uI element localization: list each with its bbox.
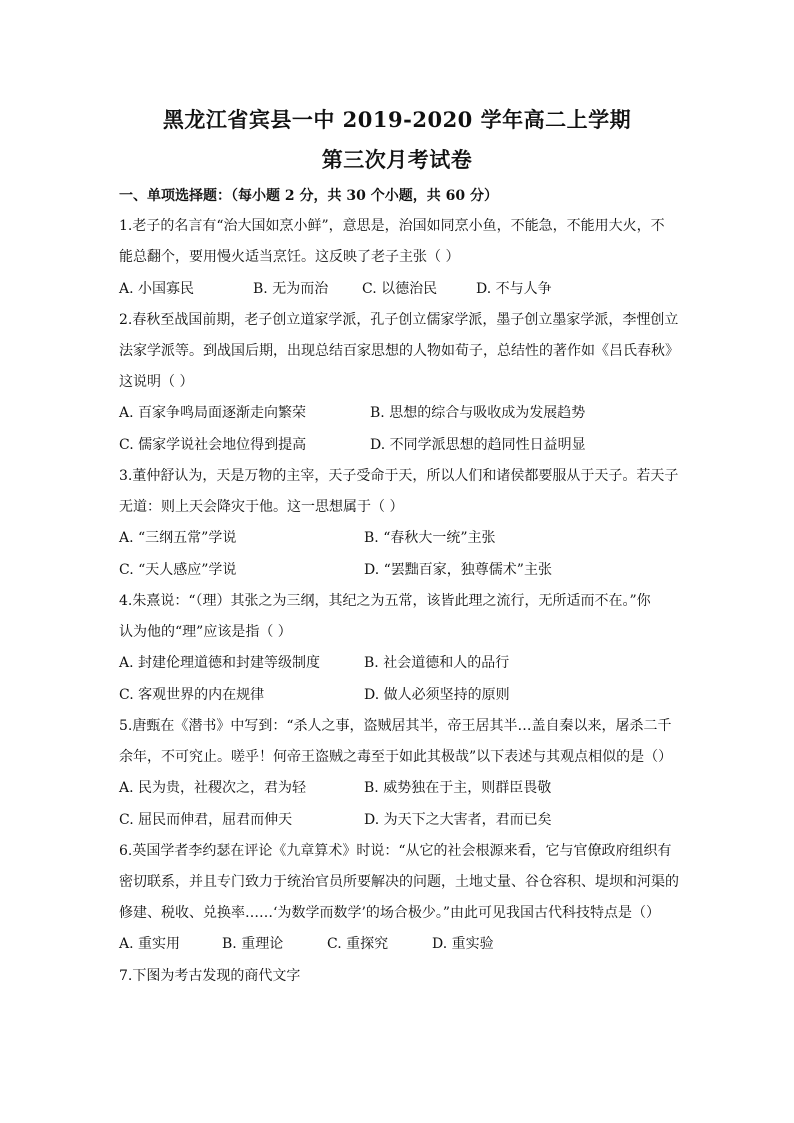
question-4-option-a: A. 封建伦理道德和封建等级制度 [119,655,321,671]
question-6-option-a: A. 重实用 [119,936,181,952]
section-heading: 一、单项选择题：（每小题 2 分，共 30 个小题，共 60 分） [119,188,498,204]
question-5-option-c: C. 屈民而伸君，屈君而伸天 [119,812,293,828]
question-1-option-b: B. 无为而治 [253,281,329,297]
question-4-option-b: B. 社会道德和人的品行 [364,655,510,671]
question-5-line-2: 余年，不可究止。嗟乎！何帝王盗贼之毒至于如此其极哉”以下表述与其观点相似的是（） [119,749,673,765]
question-5-option-b: B. 威势独在于主，则群臣畏敬 [364,780,552,796]
question-1-option-c: C. 以德治民 [362,281,438,297]
question-2-option-d: D. 不同学派思想的趋同性日益明显 [370,437,586,453]
question-3-line-2: 无道：则上天会降灾于他。这一思想属于（ ） [119,499,404,515]
question-2-option-a: A. 百家争鸣局面逐渐走向繁荣 [119,405,307,421]
question-6-line-1: 6.英国学者李约瑟在评论《九章算术》时说：“从它的社会根源来看，它与官僚政府组织有 [119,843,672,859]
question-1-option-d: D. 不与人争 [476,281,552,297]
question-4-option-d: D. 做人必须坚持的原则 [364,687,510,703]
question-2-line-1: 2.春秋至战国前期，老子创立道家学派，孔子创立儒家学派，墨子创立墨家学派，李悝创立 [119,312,679,328]
exam-title: 黑龙江省宾县一中 2019-2020 学年高二上学期 [162,107,632,132]
question-2-option-c: C. 儒家学说社会地位得到提高 [119,437,307,453]
question-3-option-a: A. “三纲五常”学说 [119,530,237,546]
question-6-option-b: B. 重理论 [222,936,284,952]
question-4-line-1: 4.朱熹说：“（理）其张之为三纲，其纪之为五常，该皆此理之流行，无所适而不在。”你 [119,593,651,609]
question-3-line-1: 3.董仲舒认为，天是万物的主宰，天子受命于天，所以人们和诸侯都要服从于天子。若天子 [119,468,679,484]
question-4-line-2: 认为他的“理”应该是指（ ） [119,624,292,640]
question-1-option-a: A. 小国寡民 [119,281,195,297]
question-2-line-2: 法家学派等。到战国后期，出现总结百家思想的人物如荀子，总结性的著作如《吕氏春秋》 [119,343,679,359]
question-3-option-d: D. “罢黜百家，独尊儒术”主张 [364,562,552,578]
question-5-line-1: 5.唐甄在《潜书》中写到：“杀人之事，盗贼居其半，帝王居其半…盖自秦以来，屠杀二千 [119,718,672,734]
exam-subtitle: 第三次月考试卷 [321,147,473,172]
question-7-line-1: 7.下图为考古发现的商代文字 [119,968,301,984]
question-5-option-a: A. 民为贵，社稷次之，君为轻 [119,780,307,796]
question-4-option-c: C. 客观世界的内在规律 [119,687,265,703]
question-1-line-2: 能总翻个，要用慢火适当烹饪。这反映了老子主张（ ） [119,249,460,265]
question-6-line-3: 修建、税收、兑换率……‘为数学而数学’的场合极少。”由此可见我国古代科技特点是（） [119,905,661,921]
question-3-option-b: B. “春秋大一统”主张 [364,530,496,546]
question-6-line-2: 密切联系，并且专门致力于统治官员所要解决的问题，土地丈量、谷仓容积、堤坝和河渠的 [119,874,679,890]
question-1-line-1: 1.老子的名言有“治大国如烹小鲜”，意思是，治国如同烹小鱼，不能急，不能用大火，不 [119,218,665,234]
question-5-option-d: D. 为天下之大害者，君而已矣 [364,812,552,828]
question-2-line-3: 这说明（ ） [119,374,194,390]
question-3-option-c: C. “天人感应”学说 [119,562,237,578]
question-6-option-c: C. 重探究 [327,936,389,952]
question-6-option-d: D. 重实验 [432,936,494,952]
question-2-option-b: B. 思想的综合与吸收成为发展趋势 [370,405,586,421]
